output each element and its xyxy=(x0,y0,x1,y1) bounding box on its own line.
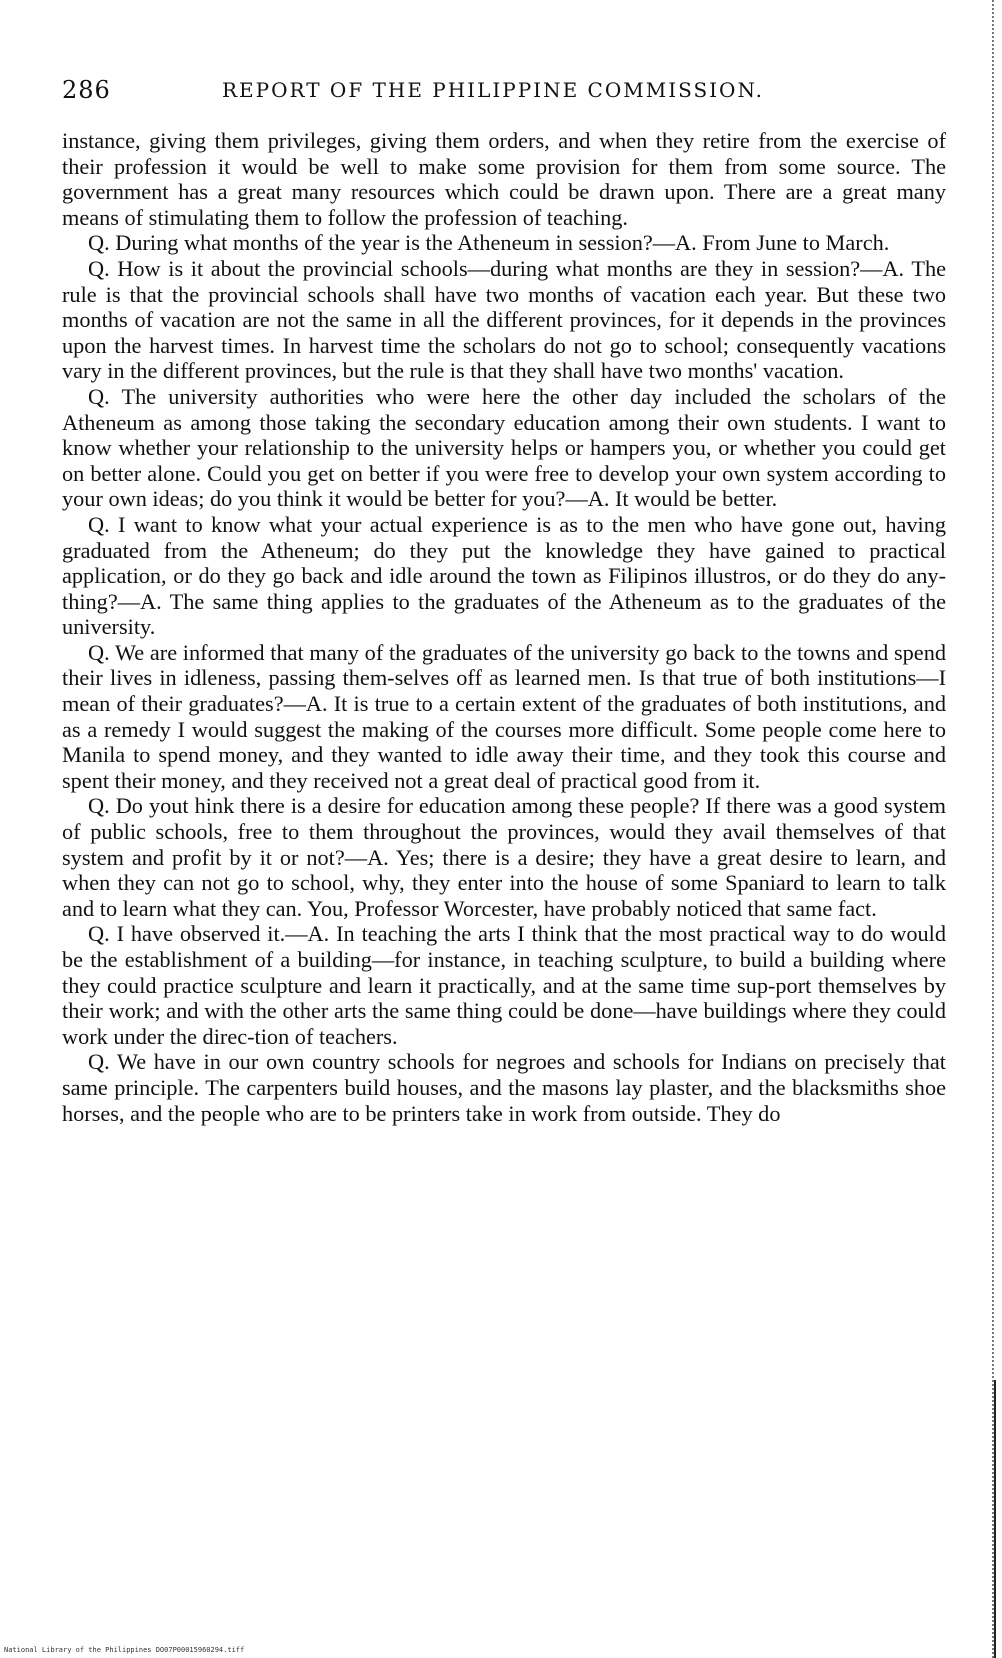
paragraph: Q. During what months of the year is the Atheneum in session?—A. From June to March. xyxy=(88,230,890,256)
paragraph: Q. How is it about the provincial schools—during what months are they in session?—A. The rule is that the provincial schools shall have two months of vacation each year. But these two months of vacation are not the same in all the different provinces, for it depends in the provinces upon the harvest times. In harvest time the scholars do not go to school; consequently vacations vary in the different provinces, but the rule is that they shall have two months' vacation. xyxy=(62,255,946,384)
page-header xyxy=(62,76,922,106)
page-number: 286 xyxy=(62,76,111,104)
body-text xyxy=(62,128,946,1126)
paragraph: Q. The university authorities who were here the other day included the scholars of the Atheneum as among those taking the secondary education among their own students. I want to know whether your relationship to the university helps or hampers you, or whether you could get on better alone. Could you get on better if you were free to develop your own system according to your own ideas; do you think it would be better for you?—A. It would be better. xyxy=(62,383,946,512)
paragraph: Q. We are informed that many of the graduates of the university go back to the towns and spend their lives in idleness, passing them-selves off as learned men. Is that true of both institutions—I mean of their graduates?—A. It is true to a certain extent of the graduates of both institutions, and as a remedy I would suggest the making of the courses more difficult. Some people come here to Manila to spend money, and they wanted to idle away their time, and they took this course and spent their money, and they received not a great deal of practical good from it. xyxy=(62,639,946,793)
paragraph-continuation: instance, giving them privileges, giving them orders, and when they retire from the exercise of their profession it would be well to make some provision for them from some source. The government has a great many resources which could be drawn upon. There are a great many means of stimulating them to follow the profession of teaching. xyxy=(62,128,946,230)
paragraph: Q. We have in our own country schools for negroes and schools for Indians on precisely that same principle. The carpenters build houses, and the masons lay plaster, and the blacksmiths shoe horses, and the people who are to be printers take in work from outside. They do xyxy=(62,1049,946,1126)
scan-credit: National Library of the Philippines DO07P00015960294.tiff xyxy=(4,1646,245,1654)
scan-edge-shadow xyxy=(994,1380,996,1658)
paragraph: Q. I want to know what your actual experience is as to the men who have gone out, having graduated from the Atheneum; do they put the knowledge they have gained to practical application, or do they go back and idle around the town as Filipinos illustros, or do they do any-thing?—A. The same thing applies to the graduates of the Atheneum as to the graduates of the university. xyxy=(62,511,946,640)
paragraph: Q. I have observed it.—A. In teaching the arts I think that the most practical way to do would be the establishment of a building—for instance, in teaching sculpture, to build a building where they could practice sculpture and learn it practically, and at the same time sup-port themselves by their work; and with the other arts the same thing could be done—have buildings where they could work under the direc-tion of teachers. xyxy=(62,921,946,1049)
paragraph: Q. Do yout hink there is a desire for education among these people? If there was a good system of public schools, free to them throughout the provinces, would they avail themselves of that system and profit by it or not?—A. Yes; there is a desire; they have a great desire to learn, and when they can not go to school, why, they enter into the house of some Spaniard to learn to talk and to learn what they can. You, Professor Worcester, have probably noticed that same fact. xyxy=(62,793,946,921)
running-title: REPORT OF THE PHILIPPINE COMMISSION. xyxy=(222,78,765,102)
